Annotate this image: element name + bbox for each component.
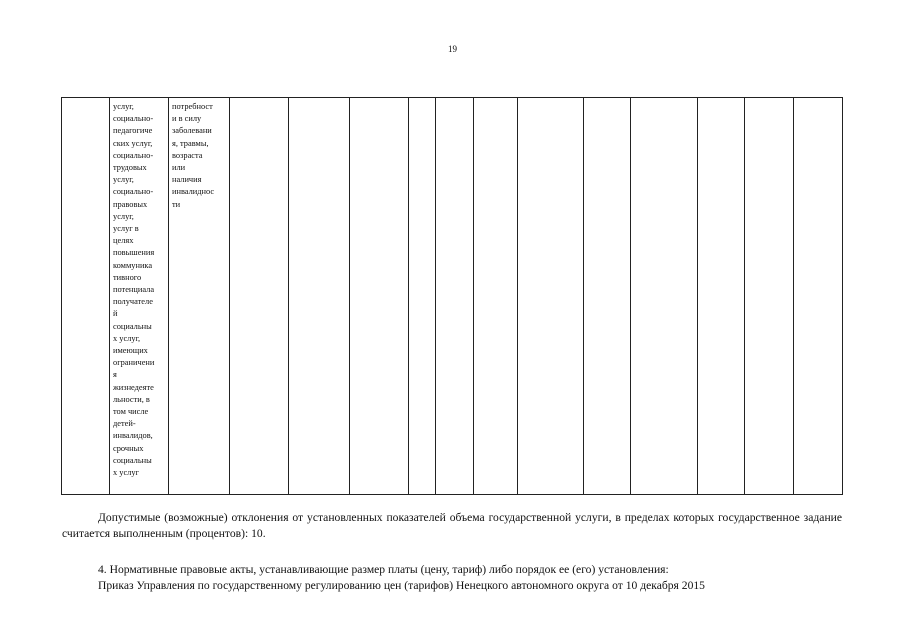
services-text: услуг, социально- педагогиче ских услуг, социально- трудовых услуг, социально- правовых услуг, услуг в целях повышения коммуника тивного потенциала получателе й социальны х услуг, имеющих ограничени я жизнедеяте льности, в том числе детей- инвалидов, срочных социальны х услуг xyxy=(113,102,155,478)
needs-text: потребност и в силу заболевани я, травмы, возраста или наличия инвалиднос ти xyxy=(172,102,215,209)
table-row xyxy=(62,98,843,495)
section-4-heading: 4. Нормативные правовые акты, устанавливающие размер платы (цену, тариф) либо порядок ее (его) установления: xyxy=(98,563,669,576)
table-cell xyxy=(631,98,698,495)
table-cell xyxy=(518,98,584,495)
table-cell xyxy=(584,98,631,495)
order-paragraph: Приказ Управления по государственному регулированию цен (тарифов) Ненецкого автономного округа от 10 декабря 2015 xyxy=(98,579,705,592)
table-cell xyxy=(794,98,843,495)
table-cell xyxy=(409,98,436,495)
table-cell xyxy=(62,98,110,495)
table-cell xyxy=(350,98,409,495)
table-cell xyxy=(745,98,794,495)
table-cell xyxy=(698,98,745,495)
table-cell xyxy=(230,98,289,495)
service-table xyxy=(61,97,843,495)
page-number: 19 xyxy=(448,44,457,54)
table-cell xyxy=(289,98,350,495)
table-cell xyxy=(474,98,518,495)
table-cell-services xyxy=(110,98,169,495)
deviation-paragraph: Допустимые (возможные) отклонения от установленных показателей объема государственной услуги, в пределах которых государственное задание считается выполненным (процентов): 10. xyxy=(62,511,842,540)
table-cell xyxy=(436,98,474,495)
table-cell-needs xyxy=(169,98,230,495)
